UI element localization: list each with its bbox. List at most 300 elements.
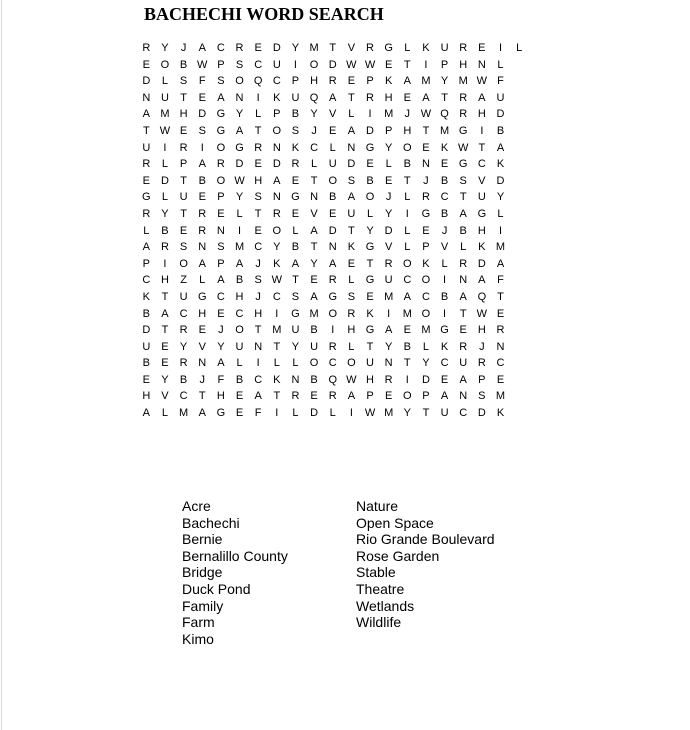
grid-letter: A (310, 224, 318, 237)
grid-letter: A (217, 274, 225, 287)
grid-letter: O (272, 124, 282, 137)
grid-letter: R (291, 390, 300, 403)
grid-letter: P (273, 108, 281, 121)
grid-letter: I (163, 257, 167, 270)
grid-letter: G (458, 158, 468, 171)
grid-letter: H (254, 174, 263, 187)
grid-letter: T (142, 124, 150, 137)
grid-letter: T (403, 357, 411, 370)
grid-letter: D (477, 257, 486, 270)
grid-letter: B (366, 174, 374, 187)
grid-letter: L (348, 274, 355, 287)
grid-letter: O (403, 141, 412, 154)
grid-letter: C (440, 191, 449, 204)
grid-letter: C (254, 58, 263, 71)
grid-letter: G (365, 141, 375, 154)
grid-letter: J (423, 174, 429, 187)
grid-letter: U (459, 357, 468, 370)
grid-letter: A (478, 274, 486, 287)
grid-letter: F (198, 75, 206, 88)
grid-letter: M (384, 290, 394, 303)
grid-letter: T (161, 324, 169, 337)
grid-letter: L (385, 158, 392, 171)
grid-letter: U (310, 340, 319, 353)
grid-letter: E (198, 91, 206, 104)
grid-row (137, 173, 529, 190)
grid-letter: F (497, 75, 504, 88)
grid-letter: D (142, 324, 151, 337)
grid-letter: R (328, 390, 337, 403)
grid-letter: A (347, 191, 356, 204)
grid-letter: V (440, 241, 449, 254)
grid-letter: M (421, 75, 431, 88)
grid-letter: I (293, 58, 297, 71)
grid-letter: O (235, 75, 244, 88)
grid-letter: P (422, 390, 430, 403)
grid-letter: J (255, 257, 261, 270)
grid-letter: T (254, 207, 262, 220)
letter-grid (137, 40, 529, 422)
grid-letter: A (235, 124, 244, 137)
grid-letter: I (387, 307, 391, 320)
grid-letter: I (405, 373, 409, 386)
grid-letter: G (235, 141, 244, 154)
grid-letter: C (254, 241, 263, 254)
grid-letter: J (218, 324, 224, 337)
grid-letter: A (198, 257, 206, 270)
grid-letter: O (160, 58, 170, 71)
grid-row (137, 289, 529, 306)
grid-letter: B (179, 373, 188, 386)
grid-letter: T (459, 191, 467, 204)
grid-letter: A (384, 324, 393, 337)
grid-letter: N (254, 340, 263, 353)
grid-letter: R (235, 42, 244, 54)
grid-letter: C (403, 274, 412, 287)
grid-letter: K (384, 75, 393, 88)
grid-letter: T (348, 91, 355, 104)
grid-letter: A (329, 257, 337, 270)
word-list-right (356, 498, 495, 631)
grid-letter: E (254, 42, 262, 54)
grid-letter: S (347, 290, 356, 303)
grid-letter: G (421, 207, 431, 220)
grid-letter: C (216, 290, 225, 303)
grid-letter: R (142, 207, 151, 220)
grid-letter: O (216, 141, 226, 154)
grid-letter: E (310, 274, 318, 287)
grid-letter: R (477, 357, 486, 370)
grid-letter: R (459, 340, 468, 353)
grid-letter: R (347, 307, 356, 320)
grid-letter: O (365, 191, 375, 204)
grid-letter: L (348, 108, 355, 121)
grid-letter: U (477, 191, 486, 204)
grid-letter: L (404, 42, 411, 54)
grid-letter: T (422, 124, 430, 137)
grid-letter: D (328, 224, 337, 237)
grid-letter: G (216, 407, 226, 420)
grid-letter: V (478, 174, 486, 187)
grid-letter: T (161, 290, 169, 303)
grid-letter: H (310, 75, 319, 88)
word-list-item: Farm (182, 614, 215, 631)
grid-letter: T (422, 407, 430, 420)
grid-letter: C (421, 290, 430, 303)
grid-letter: G (365, 324, 375, 337)
grid-letter: N (421, 158, 430, 171)
grid-letter: U (179, 290, 188, 303)
grid-letter: W (159, 124, 171, 137)
grid-letter: S (291, 290, 300, 303)
grid-letter: H (347, 324, 356, 337)
grid-letter: I (405, 207, 409, 220)
grid-letter: E (235, 390, 244, 403)
grid-letter: O (179, 257, 188, 270)
grid-letter: A (142, 241, 150, 254)
grid-letter: R (254, 141, 263, 154)
grid-letter: R (496, 324, 505, 337)
grid-letter: F (497, 274, 504, 287)
grid-letter: M (402, 307, 412, 320)
grid-letter: E (161, 357, 169, 370)
grid-letter: T (459, 307, 467, 320)
grid-letter: A (161, 307, 169, 320)
grid-row (137, 73, 529, 90)
grid-letter: L (516, 42, 523, 54)
grid-letter: C (216, 42, 225, 54)
grid-letter: E (235, 407, 244, 420)
grid-row (137, 40, 529, 57)
grid-letter: G (384, 42, 393, 54)
grid-letter: A (142, 407, 150, 420)
grid-letter: G (328, 290, 337, 303)
grid-letter: S (347, 174, 356, 187)
grid-letter: B (440, 290, 449, 303)
grid-letter: O (328, 307, 337, 320)
grid-letter: L (366, 207, 374, 220)
grid-letter: E (384, 390, 393, 403)
grid-letter: Y (217, 340, 225, 353)
grid-letter: T (254, 124, 262, 137)
grid-letter: G (440, 324, 449, 337)
grid-letter: M (495, 241, 506, 254)
grid-letter: Y (310, 257, 318, 270)
grid-letter: W (476, 75, 488, 88)
grid-letter: A (459, 207, 467, 220)
grid-row (137, 123, 529, 140)
grid-letter: L (404, 224, 411, 237)
grid-letter: V (198, 340, 206, 353)
grid-letter: O (403, 257, 412, 270)
grid-letter: I (368, 108, 372, 121)
grid-letter: N (477, 58, 486, 71)
grid-letter: M (384, 108, 394, 121)
grid-letter: K (422, 42, 430, 54)
grid-letter: H (477, 324, 486, 337)
grid-letter: B (161, 224, 169, 237)
grid-letter: A (291, 257, 300, 270)
grid-letter: I (443, 307, 447, 320)
grid-letter: N (384, 357, 393, 370)
grid-letter: E (384, 58, 393, 71)
grid-letter: E (198, 191, 206, 204)
grid-letter: H (366, 373, 374, 386)
grid-letter: B (403, 158, 411, 171)
grid-letter: L (161, 75, 169, 88)
grid-letter: U (160, 91, 169, 104)
grid-letter: D (477, 407, 486, 420)
grid-row (137, 156, 529, 173)
grid-letter: P (422, 241, 430, 254)
grid-letter: A (422, 91, 430, 104)
grid-letter: F (254, 407, 262, 420)
grid-letter: H (403, 124, 412, 137)
grid-letter: E (403, 324, 411, 337)
grid-letter: I (275, 307, 279, 320)
grid-letter: R (366, 42, 374, 54)
grid-letter: K (422, 257, 430, 270)
grid-letter: T (180, 207, 187, 220)
grid-letter: V (384, 241, 393, 254)
grid-letter: L (329, 407, 336, 420)
grid-letter: T (366, 257, 374, 270)
grid-letter: C (496, 357, 505, 370)
grid-letter: L (441, 257, 448, 270)
grid-letter: E (347, 257, 356, 270)
grid-letter: B (179, 58, 188, 71)
grid-letter: L (161, 158, 169, 171)
grid-letter: M (495, 390, 506, 403)
grid-letter: D (347, 158, 356, 171)
grid-letter: L (143, 224, 150, 237)
grid-letter: G (291, 191, 300, 204)
grid-letter: P (440, 58, 449, 71)
grid-letter: D (272, 158, 281, 171)
grid-letter: E (329, 124, 337, 137)
grid-letter: I (200, 141, 204, 154)
grid-letter: A (403, 75, 411, 88)
grid-letter: R (160, 241, 169, 254)
page-title: BACHECHI WORD SEARCH (144, 4, 384, 24)
grid-letter: A (198, 42, 206, 54)
grid-row (137, 272, 529, 289)
grid-letter: W (197, 58, 208, 71)
word-list-item: Nature (356, 498, 399, 514)
grid-letter: E (161, 340, 169, 353)
grid-letter: K (273, 373, 281, 386)
grid-letter: G (477, 207, 487, 220)
word-list-item: Wildlife (356, 614, 402, 631)
grid-letter: I (331, 324, 335, 337)
grid-letter: R (142, 158, 151, 171)
grid-letter: P (179, 158, 188, 171)
grid-letter: U (440, 42, 449, 54)
grid-row (137, 388, 529, 405)
grid-letter: R (384, 257, 393, 270)
grid-letter: C (235, 307, 244, 320)
grid-letter: R (421, 191, 430, 204)
grid-letter: T (366, 340, 374, 353)
grid-letter: M (421, 324, 431, 337)
grid-letter: E (403, 91, 411, 104)
grid-letter: K (496, 407, 505, 420)
grid-letter: H (179, 108, 188, 121)
grid-row (137, 239, 529, 256)
grid-letter: Q (477, 290, 487, 303)
grid-letter: O (309, 357, 319, 370)
grid-letter: A (217, 357, 225, 370)
grid-letter: U (366, 357, 374, 370)
grid-letter: N (198, 357, 207, 370)
grid-letter: E (142, 373, 150, 386)
grid-letter: E (198, 324, 206, 337)
grid-letter: E (179, 224, 188, 237)
grid-letter: T (310, 241, 318, 254)
grid-letter: D (366, 124, 374, 137)
grid-letter: R (179, 357, 188, 370)
grid-letter: S (459, 174, 467, 187)
grid-letter: N (198, 241, 207, 254)
grid-letter: Y (235, 191, 244, 204)
grid-letter: B (235, 274, 244, 287)
grid-letter: H (216, 390, 225, 403)
grid-letter: D (496, 108, 505, 121)
grid-letter: D (235, 158, 244, 171)
grid-letter: A (310, 290, 318, 303)
grid-letter: E (217, 307, 225, 320)
grid-letter: D (384, 224, 393, 237)
word-list-item: Bernie (182, 531, 223, 548)
grid-letter: B (198, 174, 206, 187)
grid-letter: T (273, 340, 281, 353)
grid-letter: V (329, 108, 337, 121)
grid-letter: G (458, 124, 468, 137)
grid-letter: L (292, 357, 299, 370)
grid-letter: K (291, 141, 300, 154)
grid-letter: K (273, 257, 281, 270)
grid-letter: E (440, 373, 449, 386)
grid-letter: N (235, 91, 244, 104)
grid-letter: L (292, 407, 299, 420)
grid-letter: S (478, 390, 486, 403)
grid-letter: N (272, 191, 281, 204)
grid-letter: Y (161, 42, 169, 54)
grid-letter: W (346, 373, 357, 386)
grid-letter: R (328, 340, 337, 353)
grid-letter: D (496, 174, 505, 187)
grid-letter: T (478, 141, 486, 154)
grid-letter: N (347, 141, 356, 154)
word-list-item: Bridge (182, 564, 223, 581)
grid-letter: L (236, 207, 243, 220)
grid-letter: P (366, 390, 374, 403)
grid-letter: A (496, 141, 505, 154)
grid-letter: E (347, 75, 356, 88)
grid-letter: P (217, 257, 225, 270)
grid-letter: S (235, 58, 244, 71)
grid-letter: R (328, 75, 337, 88)
grid-letter: Y (161, 207, 169, 220)
grid-letter: W (420, 108, 432, 121)
grid-letter: Z (180, 274, 187, 287)
grid-row (137, 405, 529, 422)
grid-letter: I (498, 224, 503, 237)
grid-letter: B (291, 108, 300, 121)
grid-letter: A (198, 407, 206, 420)
grid-letter: A (142, 108, 150, 121)
grid-letter: T (497, 290, 504, 303)
grid-letter: E (254, 224, 262, 237)
grid-letter: H (459, 58, 468, 71)
grid-letter: W (271, 274, 282, 287)
grid-letter: Y (179, 340, 188, 353)
grid-letter: H (384, 91, 393, 104)
grid-letter: U (142, 141, 151, 154)
grid-letter: C (477, 158, 486, 171)
grid-letter: M (309, 42, 319, 54)
grid-letter: J (404, 108, 411, 121)
grid-letter: E (310, 390, 318, 403)
grid-letter: C (179, 307, 188, 320)
grid-letter: R (216, 158, 225, 171)
grid-letter: E (291, 207, 300, 220)
grid-row (137, 355, 529, 372)
grid-letter: T (329, 42, 337, 54)
grid-letter: L (497, 207, 504, 220)
grid-letter: R (459, 257, 468, 270)
grid-letter: P (366, 75, 374, 88)
grid-letter: K (366, 307, 374, 320)
grid-letter: L (404, 241, 411, 254)
page-edge-line (1, 0, 2, 730)
grid-letter: R (459, 42, 468, 54)
grid-letter: L (497, 58, 504, 71)
grid-letter: I (349, 407, 353, 420)
grid-letter: S (254, 274, 262, 287)
grid-letter: T (273, 390, 281, 403)
grid-letter: B (310, 373, 318, 386)
grid-letter: R (179, 324, 188, 337)
grid-letter: A (347, 124, 356, 137)
grid-letter: Q (440, 108, 449, 121)
grid-letter: C (440, 357, 449, 370)
grid-letter: M (272, 324, 282, 337)
word-list-item: Theatre (356, 580, 405, 597)
grid-letter: B (142, 307, 150, 320)
grid-letter: T (180, 174, 187, 187)
grid-letter: E (440, 158, 449, 171)
word-list-item: Duck Pond (182, 580, 251, 597)
grid-letter: Y (496, 191, 505, 204)
grid-row (137, 372, 529, 389)
grid-letter: E (422, 141, 430, 154)
grid-letter: W (364, 407, 376, 420)
grid-letter: U (142, 340, 151, 353)
grid-letter: W (458, 141, 469, 154)
word-list-item: Acre (182, 498, 211, 514)
grid-row (137, 57, 529, 74)
grid-letter: C (328, 357, 337, 370)
grid-letter: M (179, 407, 189, 420)
grid-letter: R (291, 158, 300, 171)
grid-letter: K (273, 91, 281, 104)
grid-letter: S (254, 191, 262, 204)
grid-letter: H (477, 108, 486, 121)
grid-letter: E (422, 224, 430, 237)
grid-letter: A (235, 257, 244, 270)
grid-letter: T (292, 274, 299, 287)
